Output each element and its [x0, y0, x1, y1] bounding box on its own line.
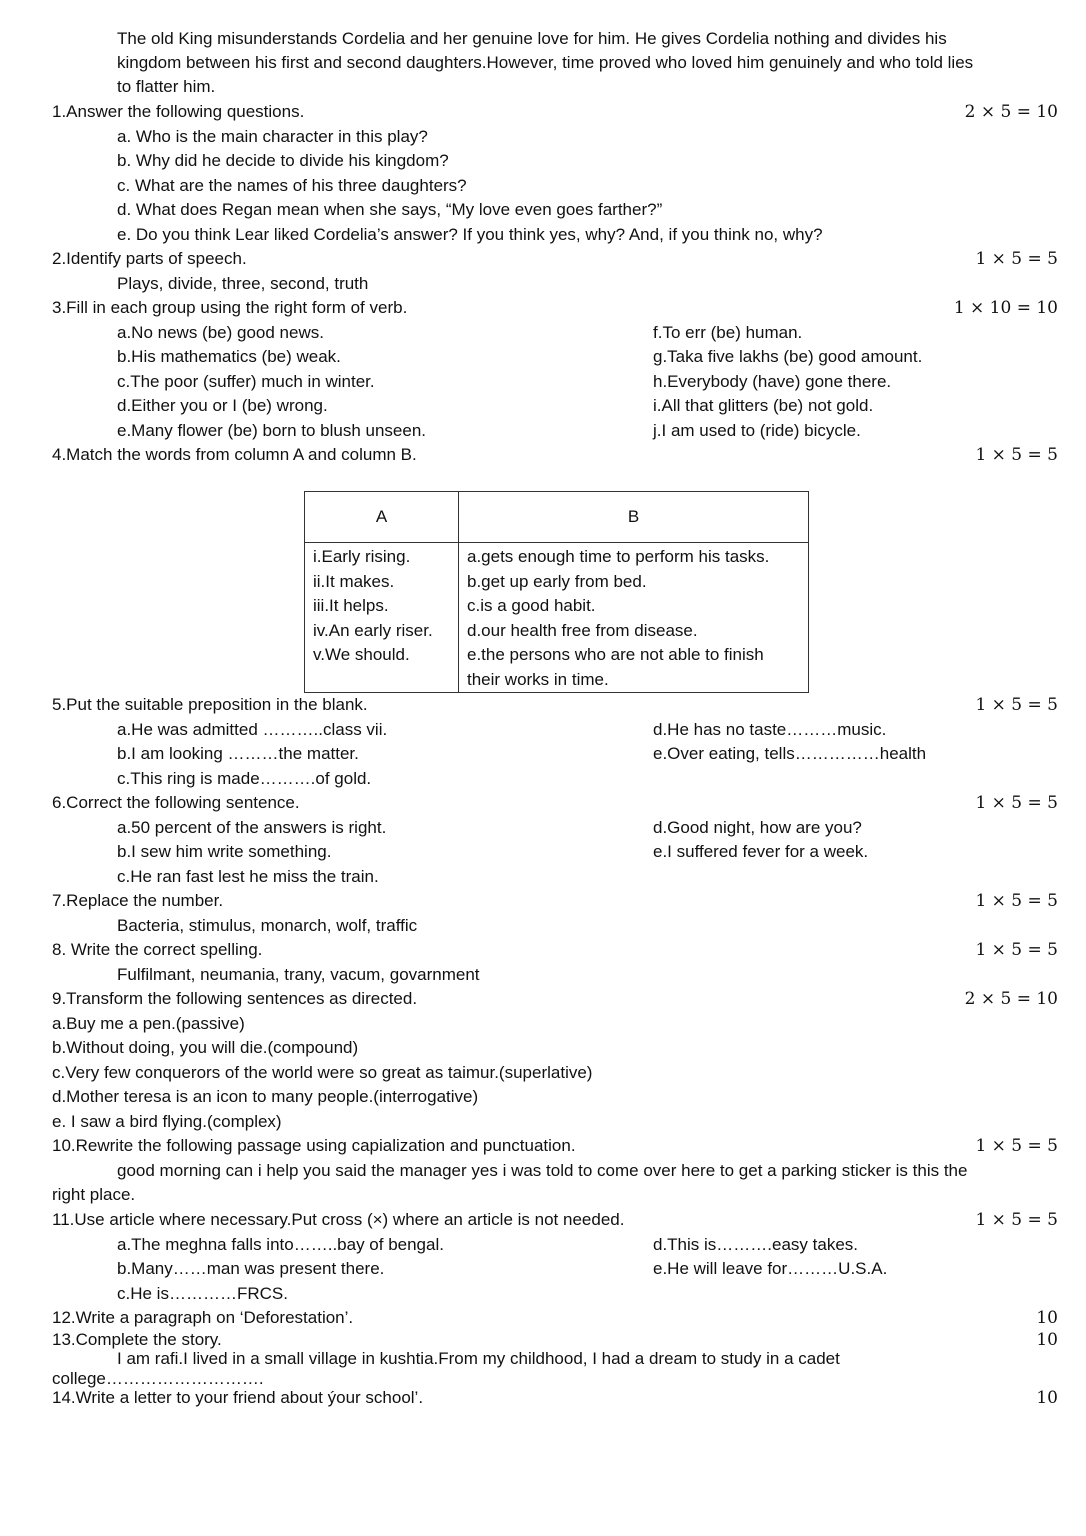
- question-8-words: Fulfilmant, neumania, trany, vacum, govarnment: [117, 965, 480, 984]
- intro-line: kingdom between his first and second daughters.However, time proved who loved him genuinely and who told lies: [117, 53, 974, 72]
- question-9-item: d.Mother teresa is an icon to many people.(interrogative): [52, 1087, 479, 1106]
- question-9-item: e. I saw a bird flying.(complex): [52, 1112, 282, 1131]
- question-3-item: g.Taka five lakhs (be) good amount.: [653, 347, 923, 366]
- match-table: [304, 491, 809, 693]
- question-4-marks: 1 × 5 = 5: [975, 445, 1058, 465]
- column-b-item: d.our health free from disease.: [467, 620, 698, 640]
- question-6-item: e.I suffered fever for a week.: [653, 842, 869, 861]
- column-a-header: A: [305, 492, 459, 543]
- column-b-item: c.is a good habit.: [467, 596, 596, 615]
- question-10-passage: right place.: [52, 1185, 136, 1204]
- question-6-marks: 1 × 5 = 5: [975, 793, 1058, 813]
- question-7-title: 7.Replace the number.: [52, 891, 224, 910]
- question-5-item: e.Over eating, tells……………health: [653, 744, 927, 763]
- column-b-item: their works in time.: [467, 669, 609, 689]
- column-b-header: B: [459, 492, 809, 543]
- question-12-marks: 10: [1036, 1308, 1058, 1328]
- question-5-title: 5.Put the suitable preposition in the blank.: [52, 695, 368, 714]
- question-9-title: 9.Transform the following sentences as directed.: [52, 989, 418, 1008]
- question-9-item: a.Buy me a pen.(passive): [52, 1014, 245, 1033]
- column-b-item: b.get up early from bed.: [467, 571, 647, 591]
- question-11-item: b.Many……man was present there.: [117, 1259, 385, 1278]
- column-a-item: iii.It helps.: [313, 596, 389, 615]
- question-9-marks: 2 × 5 = 10: [964, 989, 1058, 1009]
- column-b-item: a.gets enough time to perform his tasks.: [467, 547, 770, 566]
- question-2-marks: 1 × 5 = 5: [975, 249, 1058, 269]
- question-1-title: 1.Answer the following questions.: [52, 102, 305, 121]
- question-10-passage: good morning can i help you said the manager yes i was told to come over here to get a parking sticker is this the: [117, 1161, 968, 1180]
- question-9-item: b.Without doing, you will die.(compound): [52, 1038, 359, 1057]
- question-11-marks: 1 × 5 = 5: [975, 1210, 1058, 1230]
- question-5-item: a.He was admitted ………..class vii.: [117, 720, 388, 739]
- question-3-item: d.Either you or I (be) wrong.: [117, 396, 328, 415]
- question-7-marks: 1 × 5 = 5: [975, 891, 1058, 911]
- question-3-marks: 1 × 10 = 10: [953, 298, 1058, 318]
- question-3-item: f.To err (be) human.: [653, 323, 803, 342]
- question-1-item: e. Do you think Lear liked Cordelia’s answer? If you think yes, why? And, if you think no, why?: [117, 225, 823, 244]
- question-11-title: 11.Use article where necessary.Put cross (×) where an article is not needed.: [52, 1210, 625, 1229]
- intro-line: The old King misunderstands Cordelia and her genuine love for him. He gives Cordelia nothing and divides his: [117, 29, 947, 48]
- question-14-title: 14.Write a letter to your friend about ýour school’.: [52, 1388, 424, 1407]
- question-13-marks: 10: [1036, 1330, 1058, 1350]
- question-1-item: c. What are the names of his three daughters?: [117, 176, 467, 195]
- question-3-item: c.The poor (suffer) much in winter.: [117, 372, 375, 391]
- question-6-item: a.50 percent of the answers is right.: [117, 818, 387, 837]
- question-8-title: 8. Write the correct spelling.: [52, 940, 263, 959]
- question-14-marks: 10: [1036, 1388, 1058, 1408]
- column-b-cell: [459, 543, 809, 693]
- column-a-item: v.We should.: [313, 645, 410, 664]
- question-4-title: 4.Match the words from column A and column B.: [52, 445, 417, 464]
- column-a-item: ii.It makes.: [313, 571, 395, 591]
- intro-line: to flatter him.: [117, 77, 216, 96]
- question-1-item: b. Why did he decide to divide his kingdom?: [117, 151, 449, 170]
- question-2-words: Plays, divide, three, second, truth: [117, 274, 369, 293]
- column-b-item: e.the persons who are not able to finish: [467, 645, 764, 664]
- column-a-item: iv.An early riser.: [313, 620, 433, 640]
- question-6-item: d.Good night, how are you?: [653, 818, 862, 837]
- question-10-marks: 1 × 5 = 5: [975, 1136, 1058, 1156]
- column-a-item: i.Early rising.: [313, 547, 411, 566]
- question-12-title: 12.Write a paragraph on ‘Deforestation’.: [52, 1308, 354, 1327]
- question-5-marks: 1 × 5 = 5: [975, 695, 1058, 715]
- question-13-story: I am rafi.I lived in a small village in kushtia.From my childhood, I had a dream to study in a cadet: [117, 1349, 840, 1368]
- question-3-title: 3.Fill in each group using the right form of verb.: [52, 298, 408, 317]
- question-6-item: b.I sew him write something.: [117, 842, 332, 861]
- question-2-title: 2.Identify parts of speech.: [52, 249, 247, 268]
- question-11-item: d.This is……….easy takes.: [653, 1235, 859, 1254]
- question-3-item: e.Many flower (be) born to blush unseen.: [117, 421, 427, 440]
- question-3-item: a.No news (be) good news.: [117, 323, 324, 342]
- question-3-item: j.I am used to (ride) bicycle.: [653, 421, 861, 440]
- question-5-item: b.I am looking ………the matter.: [117, 744, 359, 763]
- question-13-story: college……………………….: [52, 1369, 264, 1388]
- question-3-item: i.All that glitters (be) not gold.: [653, 396, 874, 415]
- question-11-item: e.He will leave for………U.S.A.: [653, 1259, 888, 1278]
- question-6-title: 6.Correct the following sentence.: [52, 793, 300, 812]
- question-11-item: a.The meghna falls into……..bay of bengal.: [117, 1235, 444, 1254]
- question-11-item: c.He is…………FRCS.: [117, 1284, 288, 1303]
- question-3-item: b.His mathematics (be) weak.: [117, 347, 341, 366]
- question-3-item: h.Everybody (have) gone there.: [653, 372, 892, 391]
- question-1-item: a. Who is the main character in this play?: [117, 127, 428, 146]
- question-6-item: c.He ran fast lest he miss the train.: [117, 867, 379, 886]
- column-a-cell: [305, 543, 459, 693]
- question-13-title: 13.Complete the story.: [52, 1330, 222, 1349]
- question-5-item: d.He has no taste………music.: [653, 720, 887, 739]
- question-7-words: Bacteria, stimulus, monarch, wolf, traffic: [117, 916, 418, 935]
- question-8-marks: 1 × 5 = 5: [975, 940, 1058, 960]
- question-1-item: d. What does Regan mean when she says, “My love even goes farther?”: [117, 200, 663, 219]
- question-9-item: c.Very few conquerors of the world were so great as taimur.(superlative): [52, 1063, 593, 1082]
- question-10-title: 10.Rewrite the following passage using capialization and punctuation.: [52, 1136, 576, 1155]
- question-1-marks: 2 × 5 = 10: [964, 102, 1058, 122]
- question-5-item: c.This ring is made……….of gold.: [117, 769, 372, 788]
